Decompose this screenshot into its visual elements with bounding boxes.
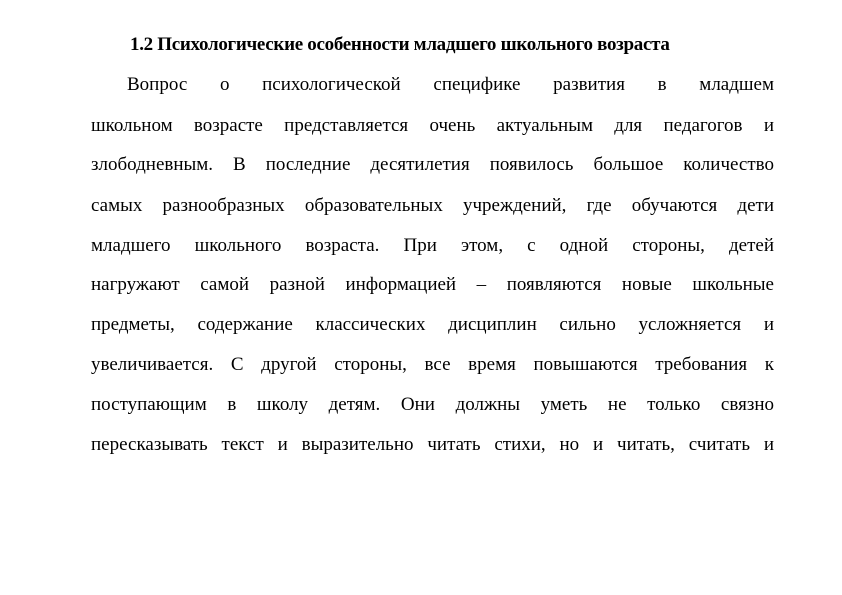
paragraph-line: увеличивается. С другой стороны, все время повышаются требования к <box>91 354 774 375</box>
paragraph-line: школьном возрасте представляется очень актуальным для педагогов и <box>91 115 774 136</box>
paragraph-line: Вопрос о психологической специфике развития в младшем <box>127 74 774 95</box>
paragraph-line: самых разнообразных образовательных учреждений, где обучаются дети <box>91 195 774 216</box>
paragraph-line: злободневным. В последние десятилетия появилось большое количество <box>91 154 774 175</box>
paragraph-line: поступающим в школу детям. Они должны уметь не только связно <box>91 394 774 415</box>
paragraph-line: младшего школьного возраста. При этом, с одной стороны, детей <box>91 235 774 256</box>
paragraph-line: предметы, содержание классических дисциплин сильно усложняется и <box>91 314 774 335</box>
paragraph-line: пересказывать текст и выразительно читать стихи, но и читать, считать и <box>91 434 774 455</box>
section-heading: 1.2 Психологические особенности младшего школьного возраста <box>130 34 670 55</box>
paragraph-line: нагружают самой разной информацией – появляются новые школьные <box>91 274 774 295</box>
